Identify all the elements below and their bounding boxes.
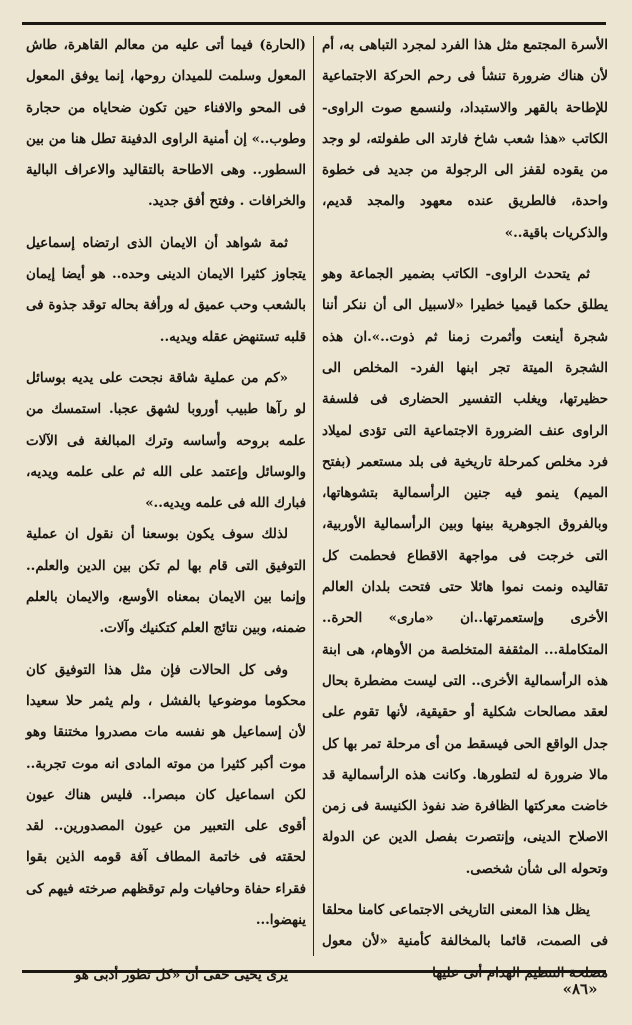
paragraph: لذلك سوف يكون بوسعنا أن نقول ان عملية التوفيق التى قام بها لم تكن بين الدين والعلم.. وإنما بين الايمان بمعناه الأوسع، والايمان بالعلم ضمنه، وبين نتائج العلم كتكنيك وآلات.	[26, 526, 306, 637]
right-column	[322, 30, 608, 981]
paragraph: «كم من عملية شاقة نجحت على يديه بوسائل لو رآها طبيب أوروبا لشهق عجبا. استمسك من علمه بروحه وأساسه وترك المبالغة فى الآلات والوسائل وإعتمد على الله ثم على علمه ويديه، فبارك الله فى علمه ويديه..»	[26, 369, 306, 512]
paragraph: يرى يحيى حقى أن «كل تطور أدبى هو	[74, 967, 288, 984]
paragraph: وفى كل الحالات فإن مثل هذا التوفيق كان محكوما موضوعيا بالفشل ، ولم يثمر حلا سعيدا لأن إسماعيل هو نفسه مات مصدروا مختنقا وهو موت أكبر كثيرا من موته المادى انه موت تجربة.. لكن اسماعيل كان مبصرا.. فليس هناك عيون أقوى على التعبير من عيون المصدورين.. لقد لحقته فى خاتمة المطاف آفة قومه الذين بقوا فقراء حفاة وحافيات ولم توقظهم صرخته فيهم كى ينهضوا...	[26, 661, 306, 929]
paragraph: (الحارة) فيما أتى عليه من معالم القاهرة، طاش المعول وسلمت للميدان روحها، إنما يوفق المعول فى المحو والافناء حين تكون ضحاياه من حجارة وطوب..» إن أمنية الراوى الدفينة تطل هنا من بين السطور.. وهى الاطاحة بالتقاليد والاعراف البالية والخرافات . وفتح أفق جديد.	[26, 37, 306, 210]
paragraph: الأسرة المجتمع مثل هذا الفرد لمجرد التباهى به، أم لأن هناك ضرورة تنشأ فى رحم الحركة الاجتماعية للإطاحة بالقهر والاستبداد، ولنسمع صوت الراوى- الكاتب «هذا شعب شاخ فارتد الى طفولته، لو وجد من يقوده لقفز الى الرجولة من جديد فى خطوة واحدة، فالطريق عنده معهود والمجد قديم، والذكريات باقية..»	[322, 37, 608, 241]
bottom-rule	[22, 970, 606, 973]
page-number: «٨٦»	[562, 980, 598, 998]
top-rule	[22, 22, 606, 25]
paragraph: ثمة شواهد أن الايمان الذى ارتضاه إسماعيل يتجاوز كثيرا الايمان الدينى وحده.. هو أيضا إيمان بالشعب وحب عميق له ورأفة بحاله توقد جذوة فى قلبه تستنهض عقله ويديه..	[26, 234, 306, 345]
left-column	[26, 30, 306, 984]
paragraph: يظل هذا المعنى التاريخى الاجتماعى كامنا محلقا فى الصمت، قائما بالمخالفة كأمنية «لأن معول مصلحة التنظيم الهدام أتى عليها	[322, 902, 608, 981]
column-divider	[313, 36, 314, 956]
paragraph: ثم يتحدث الراوى- الكاتب بضمير الجماعة وهو يطلق حكما قيميا خطيرا «لاسبيل الى أن ننكر أننا شجرة أينعت وأثمرت زمنا ثم ذوت..».ان هذه الشجرة الميتة تجر ابنها الفرد- المخلص الى حظيرتها، ويغلب التفسير الحضارى فى فلسفة الراوى عنف الضرورة الاجتماعية التى تؤدى لميلاد فرد مخلص كمرحلة تاريخية فى بلد مستعمر (بفتح الميم) ينمو فيه جنين الرأسمالية بتشوهاتها، وبالفروق الجوهرية بينها وبين الرأسمالية الأوربية، التى خرجت فى مواجهة الاقطاع فحطمت كل تقاليده ونمت نموا هائلا حتى فتحت بلدان العالم الأخرى وإستعمرتها..ان «مارى» الحرة.. المتكاملة... المثقفة المتخلصة من الأوهام، هى ابنة هذه الرأسمالية الأخرى.. التى ليست مضطرة بحال لعقد مصالحات شكلية أو حقيقية، لأنها تقوم على جدل الواقع الحى فيسقط من أى مرحلة تمر بها كل مالا ضرورة له لتطورها. وكانت هذه الرأسمالية قد خاضت معركتها الظافرة ضد نفوذ الكنيسة فى زمن الاصلاح الدينى، وإنتصرت بفصل الدين عن الدولة وتحوله الى شأن شخصى.	[322, 266, 608, 877]
